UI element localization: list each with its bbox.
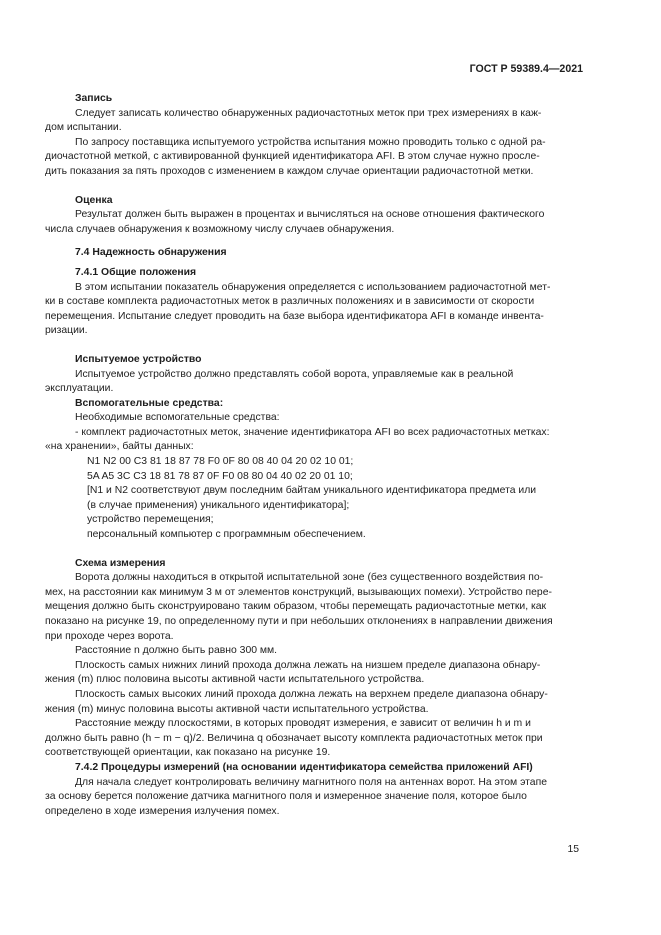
paragraph: По запросу поставщика испытуемого устройства испытания можно проводить только с одной ра- диочастотной меткой, с активированной функцией идентификатора AFI. В этом случае нужно просле- дить показания за пять проходов с изменением в каждом случае ориентации радиочастотной метки.: [45, 136, 546, 177]
paragraph: Плоскость самых высоких линий прохода должна лежать на верхнем пределе диапазона обнару- жения (m) минус половина высоты активной части испытательного устройства.: [45, 688, 548, 715]
list-item: - комплект радиочастотных меток, значение идентификатора AFI во всех радиочастотных метках: «на хранении», байты данных:: [45, 426, 550, 453]
section-heading-7-4: 7.4 Надежность обнаружения: [75, 247, 227, 259]
list-item: N1 N2 00 C3 81 18 87 78 F0 0F 80 08 40 04 20 02 10 01;: [87, 456, 354, 468]
section-title-otsenka: Оценка: [75, 194, 113, 206]
list-item: персональный компьютер с программным обеспечением.: [87, 529, 366, 541]
section-heading-7-4-2: 7.4.2 Процедуры измерений (на основании идентификатора семейства приложений AFI): [75, 761, 533, 773]
paragraph: Расстояние между плоскостями, в которых проводят измерения, e зависит от величин h и m и должно быть равно (h − m − q)/2. Величина q обозначает высоту комплекта радиочастотных меток при соответствующей ориентации, как показано на рисунке 19.: [45, 718, 543, 759]
data-bytes-list: [75, 455, 583, 543]
paragraph: Следует записать количество обнаруженных радиочастотных меток при трех измерениях в каж- дом испытании.: [45, 107, 542, 134]
paragraph: Необходимые вспомогательные средства:: [75, 412, 280, 424]
document-code: ГОСТ Р 59389.4—2021: [469, 63, 583, 75]
section-title-zapis: Запись: [75, 93, 113, 104]
page-content: [45, 92, 583, 819]
paragraph: Результат должен быть выражен в процентах и вычисляться на основе отношения фактического числа случаев обнаружения к возможному числу случаев обнаружения.: [45, 209, 545, 235]
list-item: 5A A5 3C C3 18 81 78 87 0F F0 08 80 04 40 02 20 01 10;: [87, 470, 353, 482]
paragraph: Расстояние n должно быть равно 300 мм.: [75, 645, 278, 657]
section-title-aux: Вспомогательные средства:: [75, 397, 224, 409]
paragraph: В этом испытании показатель обнаружения определяется с использованием радиочастотной мет- ки в составе комплекта радиочастотных меток в различных положениях и в зависимости от скорости перемещения. Испытание следует проводить на базе выбора идентификатора AFI в команде инвента- ризации.: [45, 281, 551, 337]
paragraph: Ворота должны находиться в открытой испытательной зоне (без существенного воздействия по- мех, на расстоянии как минимум 3 м от элементов конструкций, вызывающих помехи). Устройство пере- мещения должно быть сконструировано таким образом, чтобы перемещать радиочастотные метки, как показано на рисунке 19, по определенному пути и при небольших отклонениях в направлении движения при проходе через ворота.: [45, 572, 553, 642]
list-item: [N1 и N2 соответствуют двум последним байтам уникального идентификатора предмета или (в случае применения) уникального идентификатора];: [87, 485, 537, 511]
section-title-device: Испытуемое устройство: [75, 353, 202, 365]
list-item: устройство перемещения;: [87, 514, 214, 526]
paragraph: Плоскость самых нижних линий прохода должна лежать на низшем пределе диапазона обнару- жения (m) плюс половина высоты активной части испытательного устройства.: [45, 659, 541, 686]
page-number: 15: [567, 844, 579, 855]
section-title-scheme: Схема измерения: [75, 557, 166, 569]
paragraph: Испытуемое устройство должно представлять собой ворота, управляемые как в реальной эксплуатации.: [45, 368, 514, 395]
paragraph: Для начала следует контролировать величину магнитного поля на антеннах ворот. На этом этапе за основу берется положение датчика магнитного поля и измеренное значение поля, которое было определено в ходе измерения излучения помех.: [45, 776, 547, 817]
section-heading-7-4-1: 7.4.1 Общие положения: [75, 266, 197, 278]
